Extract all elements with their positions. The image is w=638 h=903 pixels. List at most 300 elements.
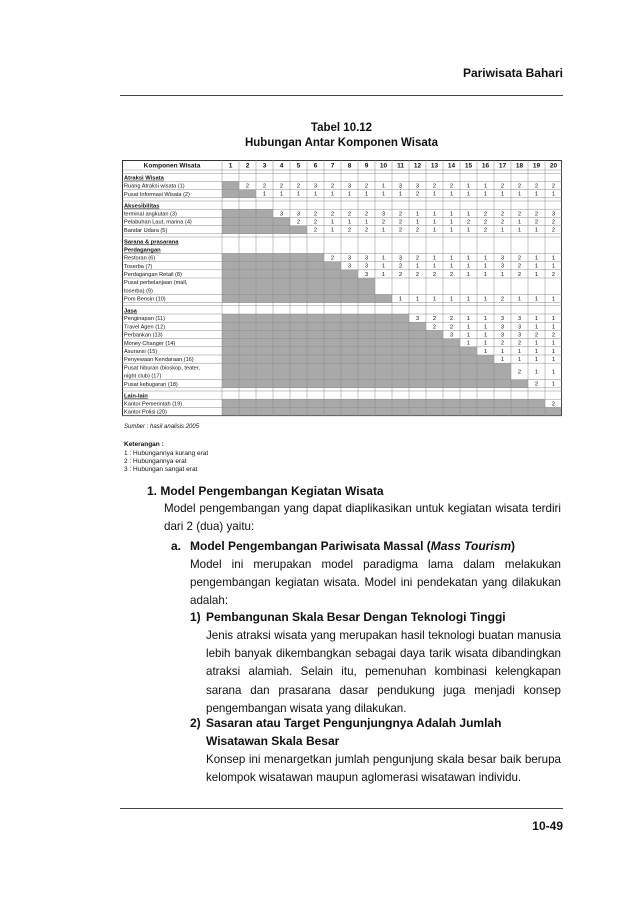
shaded-cell [222,190,239,198]
matrix-value: 2 [551,332,556,339]
shaded-cell [375,380,392,388]
column-number-header: 18 [515,162,524,170]
column-number-header: 12 [413,162,422,170]
matrix-value: 1 [483,296,488,303]
shaded-cell [222,226,239,234]
shaded-cell [222,407,239,415]
shaded-cell [494,363,511,379]
row-label: Bandar Udara (5) [124,227,168,234]
matrix-value: 3 [517,332,522,339]
shaded-cell [239,322,256,330]
matrix-value: 1 [551,296,556,303]
matrix-value: 2 [534,183,539,190]
row-label: Travel Agen (12) [124,324,166,331]
shaded-cell [358,322,375,330]
matrix-value: 1 [483,348,488,355]
matrix-value: 1 [432,296,437,303]
item-1-heading: Pembangunan Skala Besar Dengan Teknologi Tinggi [206,610,506,624]
shaded-cell [290,407,307,415]
shaded-cell [290,294,307,302]
matrix-value: 1 [517,357,522,364]
shaded-cell [426,363,443,379]
matrix-value: 1 [500,357,505,364]
shaded-cell [426,339,443,347]
matrix-value: 3 [296,211,301,218]
group-title: Sarana & prasarana [124,239,179,246]
shaded-cell [341,347,358,355]
shaded-cell [239,330,256,338]
shaded-cell [409,339,426,347]
matrix-value: 1 [398,296,403,303]
shaded-cell [273,278,290,294]
column-number-header: 20 [549,162,558,170]
subsection-a-body: Model ini merupakan model paradigma lama dalam melakukan pengembangan kegiatan wisata. Model ini pendekatan yang dilakukan adalah: [190,558,561,608]
row-label: toserba) (9) [124,288,153,295]
matrix-value: 2 [517,271,522,278]
shaded-cell [443,355,460,363]
row-label: Pom Bensin (10) [124,296,166,303]
shaded-cell [409,399,426,407]
row-label: Perbankan (13) [124,332,163,339]
matrix-value: 2 [534,219,539,226]
shaded-cell [426,399,443,407]
shaded-cell [307,322,324,330]
shaded-cell [341,270,358,278]
shaded-cell [290,380,307,388]
matrix-value: 1 [534,357,539,364]
matrix-value: 2 [398,219,403,226]
shaded-cell [324,322,341,330]
matrix-value: 3 [347,255,352,262]
matrix-value: 1 [330,219,335,226]
shaded-cell [290,347,307,355]
shaded-cell [511,380,528,388]
shaded-cell [358,339,375,347]
shaded-cell [222,339,239,347]
matrix-value: 3 [500,255,505,262]
shaded-cell [256,322,273,330]
matrix-value: 1 [534,324,539,331]
shaded-cell [358,330,375,338]
shaded-cell [392,363,409,379]
shaded-cell [324,399,341,407]
shaded-cell [290,322,307,330]
shaded-cell [375,314,392,322]
shaded-cell [256,278,273,294]
shaded-cell [443,363,460,379]
matrix-value: 1 [500,348,505,355]
shaded-cell [324,294,341,302]
shaded-cell [239,339,256,347]
matrix-value: 2 [330,183,335,190]
shaded-cell [307,330,324,338]
matrix-value: 1 [483,263,488,270]
matrix-value: 1 [483,255,488,262]
shaded-cell [239,270,256,278]
matrix-value: 1 [534,316,539,323]
shaded-cell [290,253,307,261]
shaded-cell [341,399,358,407]
matrix-value: 1 [517,191,522,198]
matrix-value: 2 [415,271,420,278]
shaded-cell [392,322,409,330]
shaded-cell [324,363,341,379]
shaded-cell [307,380,324,388]
shaded-cell [375,322,392,330]
row-label: Ruang Atraksi wisata (1) [124,183,185,190]
matrix-value: 1 [313,191,318,198]
shaded-cell [222,262,239,270]
matrix-value: 2 [534,332,539,339]
shaded-cell [324,270,341,278]
matrix-value: 3 [279,211,284,218]
shaded-cell [358,355,375,363]
matrix-value: 2 [398,271,403,278]
shaded-cell [324,380,341,388]
shaded-cell [409,347,426,355]
shaded-cell [392,407,409,415]
shaded-cell [324,407,341,415]
column-number-header: 11 [397,162,404,170]
shaded-cell [494,407,511,415]
matrix-value: 2 [415,255,420,262]
row-label: Pusat Informasi Wisata (2) [124,191,190,198]
matrix-value: 1 [551,381,556,388]
matrix-value: 1 [466,255,471,262]
matrix-value: 1 [466,263,471,270]
shaded-cell [341,363,358,379]
shaded-cell [358,347,375,355]
row-label: Pusat hiburan (bioskop, teater, [124,365,200,372]
matrix-value: 2 [534,381,539,388]
matrix-value: 1 [551,324,556,331]
shaded-cell [477,380,494,388]
matrix-value: 1 [551,263,556,270]
matrix-value: 1 [296,191,301,198]
matrix-value: 1 [483,316,488,323]
matrix-value: 1 [449,255,454,262]
matrix-value: 1 [466,340,471,347]
column-number-header: 4 [279,162,284,170]
shaded-cell [358,380,375,388]
shaded-cell [375,330,392,338]
matrix-value: 1 [432,191,437,198]
item-2-body: Konsep ini menargetkan jumlah pengunjung skala besar baik berupa kelompok wisatawan maupun aglomerasi wisatawan individu. [206,753,561,785]
matrix-value: 2 [432,271,437,278]
matrix-value: 1 [534,348,539,355]
matrix-value: 2 [296,219,301,226]
matrix-value: 2 [551,219,556,226]
legend-item: 3 : Hubungan sangat erat [124,466,198,473]
matrix-value: 1 [466,296,471,303]
shaded-cell [460,355,477,363]
header-rule [120,95,563,96]
item-2-marker: 2) [190,716,201,730]
matrix-value: 2 [483,211,488,218]
row-label: Asuransi (15) [124,349,158,355]
row-label: terminal angkutan (3) [124,211,177,218]
shaded-cell [273,330,290,338]
matrix-value: 2 [483,227,488,234]
shaded-cell [443,399,460,407]
shaded-cell [307,347,324,355]
matrix-value: 1 [381,255,386,262]
item-1-body: Jenis atraksi wisata yang merupakan hasil teknologi buatan manusia lebih banyak dikembangkan sebagai daya tarik wisata dibandingkan atraksi alamiah. Selain itu, pemenuhan kombinasi kelengkapan sarana dan prasarana dasar pendukung juga menjadi konsep pengembangan wisata yang dilakukan. [206,629,561,715]
matrix-value: 1 [500,191,505,198]
column-number-header: 5 [296,162,301,170]
column-number-header: 7 [330,162,335,170]
subsection-a-heading: Model Pengembangan Pariwisata Massal (Mass Tourism) [190,539,515,553]
column-number-header: 8 [347,162,352,170]
shaded-cell [239,399,256,407]
matrix-value: 3 [551,211,556,218]
matrix-value: 1 [381,271,386,278]
shaded-cell [273,355,290,363]
shaded-cell [392,339,409,347]
shaded-cell [273,294,290,302]
shaded-cell [358,407,375,415]
shaded-cell [307,294,324,302]
shaded-cell [358,363,375,379]
group-title: Aksesibilitas [124,203,160,210]
matrix-value: 1 [466,211,471,218]
matrix-value: 2 [432,324,437,331]
matrix-value: 3 [364,263,369,270]
matrix-value: 1 [534,255,539,262]
shaded-cell [256,226,273,234]
matrix-value: 1 [483,332,488,339]
matrix-value: 1 [517,219,522,226]
matrix-value: 1 [483,324,488,331]
shaded-cell [239,407,256,415]
shaded-cell [307,262,324,270]
matrix-value: 2 [500,183,505,190]
shaded-cell [256,407,273,415]
shaded-cell [222,278,239,294]
matrix-value: 2 [517,369,522,376]
matrix-value: 3 [500,332,505,339]
group-title: Perdagangan [124,247,161,254]
shaded-cell [307,399,324,407]
shaded-cell [324,347,341,355]
shaded-cell [307,407,324,415]
shaded-cell [375,294,392,302]
shaded-cell [290,314,307,322]
matrix-value: 1 [449,211,454,218]
matrix-value: 2 [449,324,454,331]
row-label: Kantor Pemerintah (19) [124,401,183,408]
legend-title: Keterangan : [124,441,164,448]
shaded-cell [222,209,239,217]
matrix-value: 2 [415,227,420,234]
matrix-value: 3 [500,316,505,323]
shaded-cell [222,330,239,338]
shaded-cell [358,294,375,302]
shaded-cell [290,330,307,338]
matrix-value: 1 [347,191,352,198]
shaded-cell [477,399,494,407]
matrix-value: 1 [330,227,335,234]
matrix-value: 1 [466,227,471,234]
matrix-value: 2 [432,316,437,323]
shaded-cell [375,355,392,363]
shaded-cell [222,217,239,225]
shaded-cell [341,407,358,415]
group-title: Atraksi Wisata [124,175,164,182]
matrix-value: 2 [398,227,403,234]
shaded-cell [375,363,392,379]
shaded-cell [460,380,477,388]
shaded-cell [273,363,290,379]
matrix-value: 3 [398,255,403,262]
row-label: Restoran (6) [124,255,156,262]
matrix-value: 2 [534,211,539,218]
shaded-cell [222,253,239,261]
shaded-cell [375,339,392,347]
matrix-value: 2 [517,211,522,218]
shaded-cell [256,314,273,322]
matrix-value: 2 [432,183,437,190]
shaded-cell [273,217,290,225]
shaded-cell [222,355,239,363]
matrix-value: 2 [313,211,318,218]
shaded-cell [341,380,358,388]
shaded-cell [358,399,375,407]
shaded-cell [341,322,358,330]
matrix-value: 1 [449,219,454,226]
shaded-cell [324,262,341,270]
matrix-value: 1 [415,219,420,226]
matrix-value: 3 [500,263,505,270]
shaded-cell [239,253,256,261]
shaded-cell [273,253,290,261]
shaded-cell [409,407,426,415]
shaded-cell [256,262,273,270]
shaded-cell [239,314,256,322]
matrix-value: 1 [466,183,471,190]
matrix-value: 1 [449,296,454,303]
row-label: Pelabuhan Laut, marina (4) [124,219,192,226]
shaded-cell [239,294,256,302]
shaded-cell [290,270,307,278]
matrix-value: 2 [398,263,403,270]
matrix-value: 2 [449,271,454,278]
shaded-cell [239,190,256,198]
matrix-value: 2 [398,211,403,218]
row-label: Pusat kebugaran (18) [124,381,178,388]
matrix-value: 1 [432,227,437,234]
footer-rule [120,808,563,809]
row-label: Penginapan (11) [124,316,165,323]
shaded-cell [392,330,409,338]
matrix-value: 1 [551,357,556,364]
matrix-value: 1 [449,263,454,270]
shaded-cell [426,347,443,355]
matrix-value: 1 [551,316,556,323]
column-number-header: 6 [313,162,318,170]
matrix-value: 2 [517,340,522,347]
matrix-value: 1 [381,263,386,270]
shaded-cell [494,380,511,388]
matrix-value: 1 [551,369,556,376]
matrix-value: 1 [449,191,454,198]
shaded-cell [307,339,324,347]
matrix-value: 3 [313,183,318,190]
shaded-cell [222,294,239,302]
matrix-value: 1 [364,219,369,226]
shaded-cell [443,407,460,415]
legend-item: 1 : Hubungannya kurang erat [124,450,209,457]
shaded-cell [341,294,358,302]
matrix-value: 2 [296,183,301,190]
shaded-cell [443,339,460,347]
shaded-cell [460,347,477,355]
matrix-value: 2 [466,219,471,226]
matrix-value: 2 [500,219,505,226]
matrix-value: 1 [534,296,539,303]
shaded-cell [290,355,307,363]
shaded-cell [545,407,562,415]
shaded-cell [409,355,426,363]
shaded-cell [222,314,239,322]
shaded-cell [239,355,256,363]
matrix-value: 3 [415,316,420,323]
shaded-cell [222,270,239,278]
matrix-value: 1 [517,296,522,303]
shaded-cell [256,294,273,302]
shaded-cell [477,355,494,363]
row-label: Perdagangan Retail (8) [124,272,182,278]
shaded-cell [256,355,273,363]
mass-tourism-term: Mass Tourism [430,539,511,553]
shaded-cell [324,330,341,338]
matrix-value: 3 [364,255,369,262]
shaded-cell [256,253,273,261]
shaded-cell [222,181,239,189]
matrix-value: 2 [262,183,267,190]
matrix-value: 1 [432,255,437,262]
matrix-value: 1 [466,271,471,278]
matrix-value: 1 [483,271,488,278]
shaded-cell [324,314,341,322]
shaded-cell [477,407,494,415]
matrix-value: 2 [330,211,335,218]
row-label: Money Changer (14) [124,340,176,347]
shaded-cell [341,278,358,294]
matrix-value: 1 [483,340,488,347]
matrix-value: 2 [364,211,369,218]
shaded-cell [341,330,358,338]
shaded-cell [307,278,324,294]
shaded-cell [239,262,256,270]
matrix-value: 1 [279,191,284,198]
shaded-cell [409,322,426,330]
relationship-matrix-table [122,160,562,424]
matrix-value: 1 [517,348,522,355]
table-source-note: Sumber : hasil analisis 2005 [124,424,200,430]
shaded-cell [273,407,290,415]
matrix-value: 3 [449,332,454,339]
shaded-cell [341,339,358,347]
shaded-cell [392,355,409,363]
matrix-value: 1 [449,227,454,234]
table-header-label: Komponen Wisata [143,162,201,170]
running-header: Pariwisata Bahari [462,66,563,80]
legend-item: 2 : Hubungannya erat [124,458,187,465]
shaded-cell [460,399,477,407]
shaded-cell [290,226,307,234]
matrix-value: 2 [381,219,386,226]
